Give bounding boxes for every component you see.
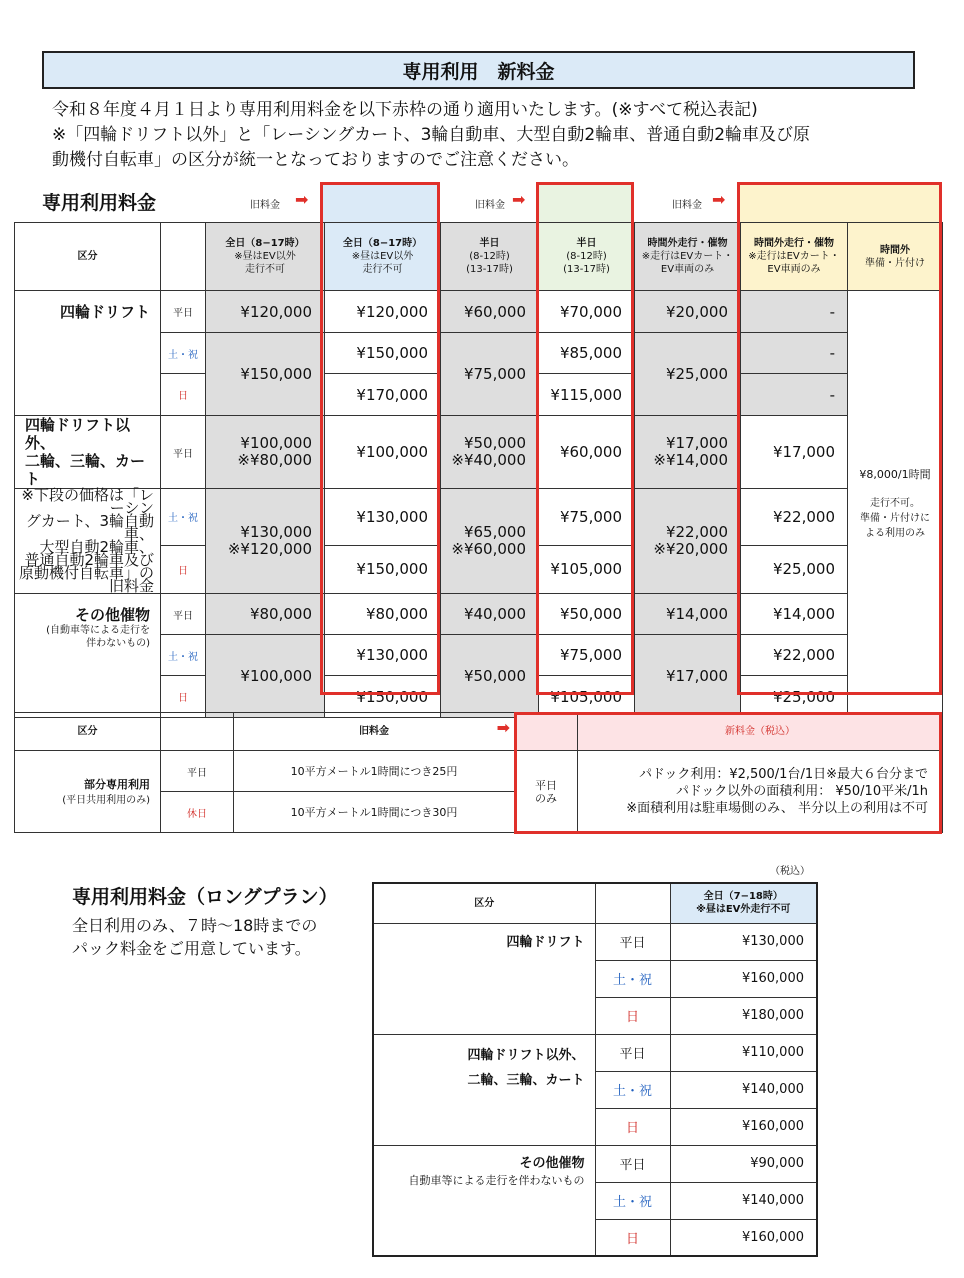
price-cell: ¥70,000	[539, 291, 635, 333]
price-cell: ¥150,000	[325, 333, 441, 374]
day-weekday: 平日	[595, 1145, 670, 1182]
arrow-right-icon: ➡	[512, 190, 526, 209]
price-cell: ¥40,000	[441, 594, 539, 635]
day-holiday: 休日	[161, 792, 234, 833]
day-satholiday: 土・祝	[161, 489, 206, 546]
price-cell: ¥22,000	[741, 635, 848, 676]
col-header-category: 区分	[15, 223, 161, 291]
price-cell: -	[741, 374, 848, 416]
col-header-fullday: 全日（7−18時） ※昼はEV外走行不可	[670, 883, 817, 923]
old-fee-label: 旧料金	[672, 200, 702, 211]
day-weekday: 平日	[161, 594, 206, 635]
day-satholiday: 土・祝	[595, 1182, 670, 1219]
day-sunday: 日	[595, 1108, 670, 1145]
col-header-old: 旧料金 ➡	[234, 713, 515, 751]
category-drift: 四輪ドリフト	[15, 291, 161, 416]
price-cell: ¥110,000	[670, 1034, 817, 1071]
price-cell: ¥17,000	[635, 635, 741, 718]
day-sunday: 日	[161, 676, 206, 718]
arrow-right-icon: ➡	[496, 718, 510, 737]
outside-price: ¥8,000/1時間	[859, 468, 931, 481]
price-cell: ¥170,000	[325, 374, 441, 416]
partial-use-table	[14, 712, 943, 833]
category-partial: 部分専用利用 (平日共用利用のみ)	[15, 751, 161, 833]
price-cell: ¥140,000	[670, 1071, 817, 1108]
day-weekday: 平日	[161, 751, 234, 792]
price-cell: ¥25,000	[741, 545, 848, 593]
section3-desc: 全日利用のみ、７時〜18時までの パック料金をご用意しています。	[72, 916, 318, 958]
notice-text	[52, 98, 932, 173]
category-other: その他催物 (自動車等による走行を 伴わないもの)	[15, 594, 161, 718]
price-cell: ¥160,000	[670, 1108, 817, 1145]
col-header-after-new: 時間外走行・催物 ※走行はEVカート・ EV車両のみ	[741, 223, 848, 291]
price-cell: ¥22,000 ※¥20,000	[635, 489, 741, 594]
price-cell: ¥22,000	[741, 489, 848, 546]
day-weekday: 平日	[595, 1034, 670, 1071]
price-cell: ¥130,000	[325, 489, 441, 546]
section3-heading: 専用利用料金（ロングプラン）	[72, 886, 338, 908]
category-other: その他催物 自動車等による走行を伴わないもの	[373, 1145, 595, 1256]
price-cell: ¥75,000	[441, 333, 539, 416]
notice-line: 令和８年度４月１日より専用利用料金を以下赤枠の通り適用いたします。(※すべて税込表記)	[52, 100, 758, 120]
price-cell: ¥14,000	[635, 594, 741, 635]
day-sunday: 日	[161, 545, 206, 593]
price-cell: ¥60,000	[539, 416, 635, 489]
notice-line: ※「四輪ドリフト以外」と「レーシングカート、3輪自動車、大型自動2輪車、普通自動2輪車及び原	[52, 125, 811, 145]
category-nondrift: 四輪ドリフト以外、 二輪、三輪、カート	[15, 416, 161, 489]
price-cell: ¥105,000	[539, 545, 635, 593]
price-cell: ¥25,000	[635, 333, 741, 416]
col-header-category: 区分	[15, 713, 161, 751]
price-cell: ¥180,000	[670, 997, 817, 1034]
price-cell: -	[741, 333, 848, 374]
price-cell: ¥120,000	[325, 291, 441, 333]
new-day-label: 平日 のみ	[515, 751, 578, 833]
new-price-text: パドック利用：¥2,500/1台/1日※最大６台分まで パドック以外の面積利用： ¥50/10平米/1h ※面積利用は駐車場側のみ、 半分以上の利用は不可	[578, 751, 943, 833]
category-nondrift-note: ※下段の価格は「レーシン グカート、3輪自動車、 大型自動2輪車、 普通自動2輪車及び 原動機付自転車」の旧料金	[15, 489, 161, 594]
price-cell: ¥100,000 ※¥80,000	[206, 416, 325, 489]
outside-cell: ¥8,000/1時間 走行不可。 準備・片付けに よる利用のみ	[848, 291, 943, 718]
page-title: 専用利用 新料金	[42, 51, 915, 89]
price-cell: ¥80,000	[325, 594, 441, 635]
price-cell: ¥85,000	[539, 333, 635, 374]
price-cell: ¥75,000	[539, 489, 635, 546]
price-cell: ¥130,000	[670, 923, 817, 960]
price-cell: ¥150,000	[325, 545, 441, 593]
arrow-right-icon: ➡	[712, 190, 726, 209]
old-price-weekday: 10平方メートル1時間につき25円	[234, 751, 515, 792]
price-cell: ¥160,000	[670, 960, 817, 997]
col-header-half-old: 半日 (8-12時) (13-17時)	[441, 223, 539, 291]
col-header-fullday-old: 全日（8−17時） ※昼はEV以外 走行不可	[206, 223, 325, 291]
tax-note: （税込）	[770, 866, 810, 877]
notice-line: 動機付自転車」の区分が統一となっておりますのでご注意ください。	[52, 150, 579, 170]
day-sunday: 日	[595, 997, 670, 1034]
category-drift: 四輪ドリフト	[373, 923, 595, 1034]
day-sunday: 日	[595, 1219, 670, 1256]
price-cell: ¥160,000	[670, 1219, 817, 1256]
price-cell: ¥65,000 ※¥60,000	[441, 489, 539, 594]
price-cell: ¥14,000	[741, 594, 848, 635]
price-cell: ¥140,000	[670, 1182, 817, 1219]
price-cell: ¥17,000	[741, 416, 848, 489]
section1-heading: 専用利用料金	[42, 192, 157, 214]
day-sunday: 日	[161, 374, 206, 416]
category-nondrift: 四輪ドリフト以外、 二輪、三輪、カート	[373, 1034, 595, 1145]
day-satholiday: 土・祝	[595, 960, 670, 997]
col-header-after-old: 時間外走行・催物 ※走行はEVカート・ EV車両のみ	[635, 223, 741, 291]
day-weekday: 平日	[161, 416, 206, 489]
price-cell: ¥130,000	[325, 635, 441, 676]
price-cell: ¥50,000 ※¥40,000	[441, 416, 539, 489]
col-header-new: 新料金（税込）	[578, 713, 943, 751]
col-header-outside: 時間外 準備・片付け	[848, 223, 943, 291]
old-fee-label: 旧料金	[250, 200, 280, 211]
day-weekday: 平日	[595, 923, 670, 960]
day-satholiday: 土・祝	[595, 1071, 670, 1108]
day-weekday: 平日	[161, 291, 206, 333]
price-cell: ¥100,000	[325, 416, 441, 489]
price-cell: ¥90,000	[670, 1145, 817, 1182]
price-cell: ¥25,000	[741, 676, 848, 718]
col-header-fullday-new: 全日（8−17時） ※昼はEV以外 走行不可	[325, 223, 441, 291]
day-satholiday: 土・祝	[161, 333, 206, 374]
price-cell: ¥115,000	[539, 374, 635, 416]
price-cell: ¥80,000	[206, 594, 325, 635]
price-cell: ¥100,000	[206, 635, 325, 718]
price-cell: ¥150,000	[206, 333, 325, 416]
price-cell: ¥75,000	[539, 635, 635, 676]
col-header-category: 区分	[373, 883, 595, 923]
price-cell: ¥17,000 ※¥14,000	[635, 416, 741, 489]
price-cell: ¥60,000	[441, 291, 539, 333]
fee-table	[14, 222, 943, 718]
day-satholiday: 土・祝	[161, 635, 206, 676]
price-cell: ¥20,000	[635, 291, 741, 333]
price-cell: ¥50,000	[441, 635, 539, 718]
price-cell: ¥120,000	[206, 291, 325, 333]
long-plan-table	[372, 882, 818, 1257]
price-cell: ¥150,000	[325, 676, 441, 718]
price-cell: ¥130,000 ※¥120,000	[206, 489, 325, 594]
old-price-holiday: 10平方メートル1時間につき30円	[234, 792, 515, 833]
old-fee-label: 旧料金	[475, 200, 505, 211]
price-cell: ¥50,000	[539, 594, 635, 635]
arrow-right-icon: ➡	[295, 190, 309, 209]
price-cell: -	[741, 291, 848, 333]
col-header-half-new: 半日 (8-12時) (13-17時)	[539, 223, 635, 291]
price-cell: ¥105,000	[539, 676, 635, 718]
